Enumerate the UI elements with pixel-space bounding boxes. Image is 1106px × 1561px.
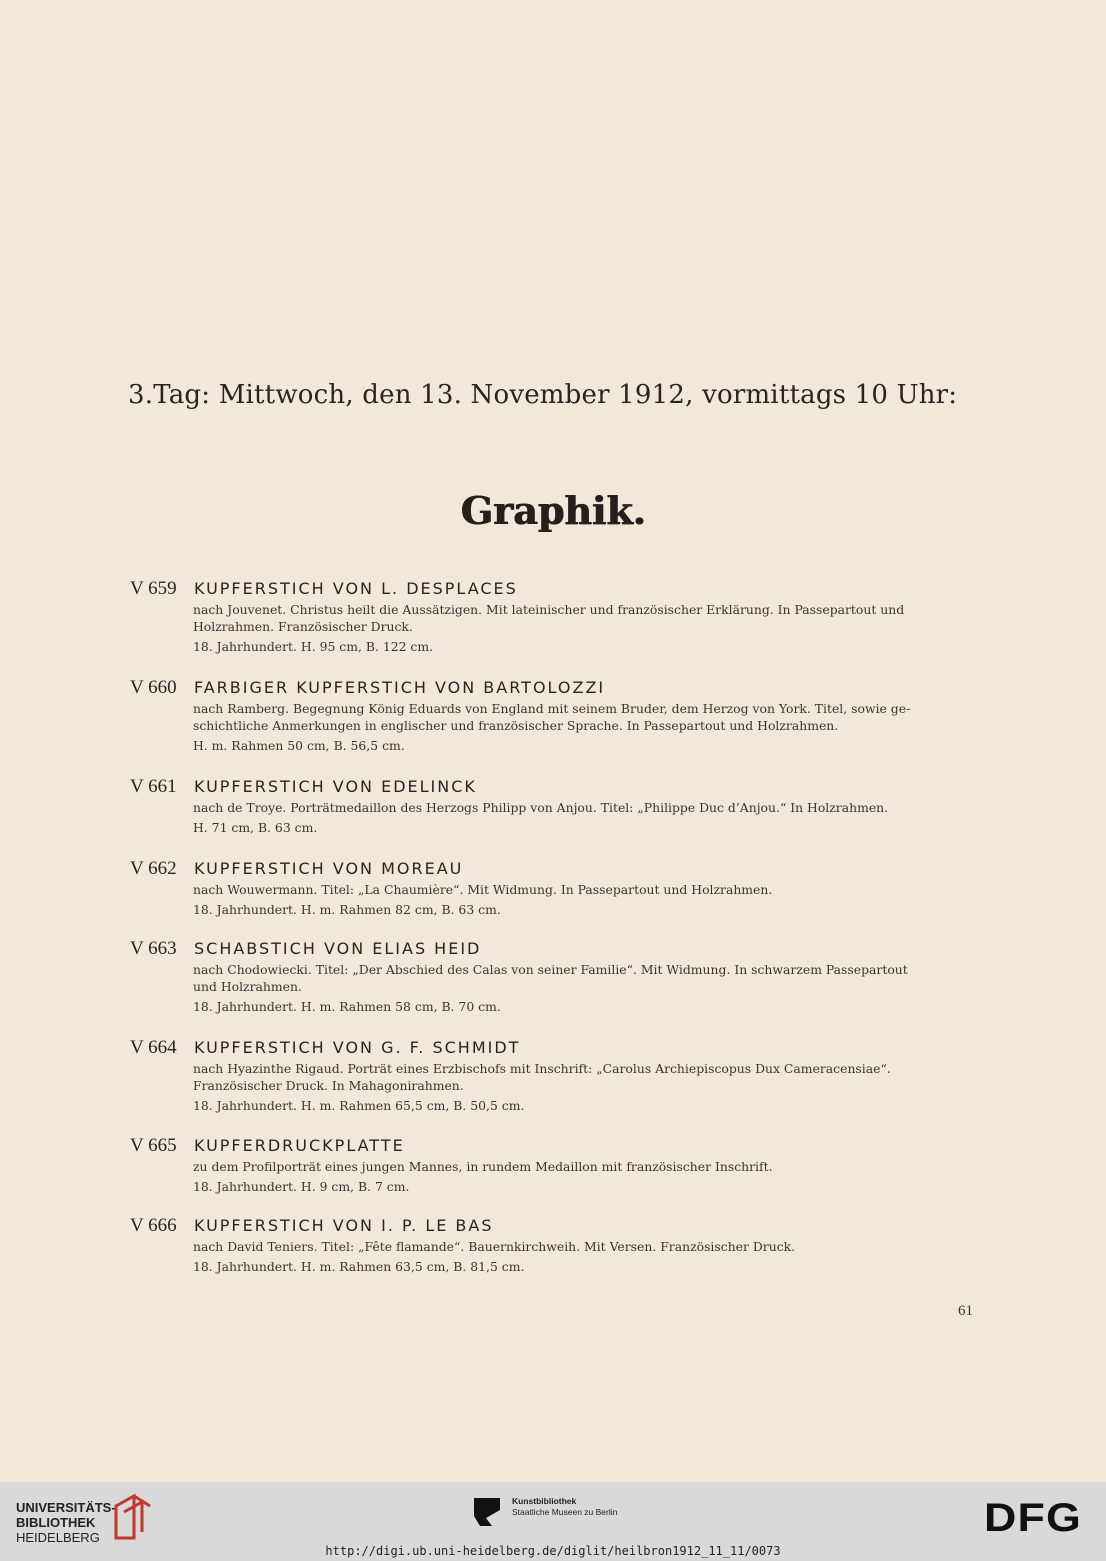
lot-number: V 660 xyxy=(130,677,177,698)
lot-description: nach Jouvenet. Christus heilt die Aussätzigen. Mit lateinischer und französischer Erklärung. In Passepartout und xyxy=(193,602,905,617)
lot-entry xyxy=(130,677,980,754)
viewer-footer xyxy=(0,1482,1106,1561)
lot-description: zu dem Profilporträt eines jungen Mannes, in rundem Medaillon mit französischer Inschrift. xyxy=(193,1159,773,1174)
day-heading: 3.Tag: Mittwoch, den 13. November 1912, vormittags 10 Uhr: xyxy=(128,380,958,410)
lot-title: KUPFERDRUCKPLATTE xyxy=(194,1136,405,1155)
lot-description: Französischer Druck. In Mahagonirahmen. xyxy=(193,1078,464,1093)
ub-logo-line: BIBLIOTHEK xyxy=(16,1515,96,1530)
lot-number: V 659 xyxy=(130,578,177,599)
lot-description: nach Ramberg. Begegnung König Eduards von England mit seinem Bruder, dem Herzog von York. Titel, sowie ge- xyxy=(193,701,911,716)
lot-entry xyxy=(130,1037,980,1114)
lot-dimensions: H. m. Rahmen 50 cm, B. 56,5 cm. xyxy=(193,738,405,753)
lot-dimensions: H. 71 cm, B. 63 cm. xyxy=(193,820,318,835)
lot-dimensions: 18. Jahrhundert. H. m. Rahmen 58 cm, B. 70 cm. xyxy=(193,999,501,1014)
lot-number: V 665 xyxy=(130,1135,177,1156)
lot-description: nach Hyazinthe Rigaud. Porträt eines Erzbischofs mit Inschrift: „Carolus Archiepiscopus Dux Cameracensiae“. xyxy=(193,1061,891,1076)
lot-dimensions: 18. Jahrhundert. H. m. Rahmen 63,5 cm, B. 81,5 cm. xyxy=(193,1259,525,1274)
lot-number: V 661 xyxy=(130,776,177,797)
lot-description: und Holzrahmen. xyxy=(193,979,302,994)
lot-title: FARBIGER KUPFERSTICH VON BARTOLOZZI xyxy=(194,678,606,697)
lot-number: V 663 xyxy=(130,938,177,959)
lot-description: nach de Troye. Porträtmedaillon des Herzogs Philipp von Anjou. Titel: „Philippe Duc d’Anjou.“ In Holzrahmen. xyxy=(193,800,889,815)
lot-description: schichtliche Anmerkungen in englischer und französischer Sprache. In Passepartout und Holzrahmen. xyxy=(193,718,839,733)
kb-line: Kunstbibliothek xyxy=(512,1496,577,1506)
lot-number: V 666 xyxy=(130,1215,177,1236)
page-url[interactable]: http://digi.ub.uni-heidelberg.de/diglit/heilbron1912_11_11/0073 xyxy=(325,1544,781,1558)
lot-dimensions: 18. Jahrhundert. H. m. Rahmen 82 cm, B. 63 cm. xyxy=(193,902,501,917)
lot-description: nach Chodowiecki. Titel: „Der Abschied des Calas von seiner Familie“. Mit Widmung. In schwarzem Passepartout xyxy=(193,962,908,977)
lot-entry xyxy=(130,858,980,918)
lot-description: nach David Teniers. Titel: „Fête flamande“. Bauernkirchweih. Mit Versen. Französischer Druck. xyxy=(193,1239,796,1254)
lot-entry xyxy=(130,1215,980,1275)
lot-number: V 662 xyxy=(130,858,177,879)
ub-logo-line: UNIVERSITÄTS- xyxy=(16,1500,116,1515)
lot-dimensions: 18. Jahrhundert. H. 95 cm, B. 122 cm. xyxy=(193,639,434,654)
lot-description: Holzrahmen. Französischer Druck. xyxy=(193,619,413,634)
lot-title: KUPFERSTICH VON L. DESPLACES xyxy=(194,579,518,598)
lot-entry xyxy=(130,1135,980,1195)
ub-heidelberg-emblem-icon xyxy=(112,1492,154,1542)
lot-title: KUPFERSTICH VON EDELINCK xyxy=(194,777,477,796)
lot-dimensions: 18. Jahrhundert. H. m. Rahmen 65,5 cm, B. 50,5 cm. xyxy=(193,1098,525,1113)
kunstbibliothek-label[interactable] xyxy=(512,1496,617,1518)
lot-description: nach Wouwermann. Titel: „La Chaumière“. Mit Widmung. In Passepartout und Holzrahmen. xyxy=(193,882,773,897)
lot-entry xyxy=(130,938,980,1015)
kb-line: Staatliche Museen zu Berlin xyxy=(512,1507,618,1517)
lot-title: KUPFERSTICH VON I. P. LE BAS xyxy=(194,1216,494,1235)
lot-dimensions: 18. Jahrhundert. H. 9 cm, B. 7 cm. xyxy=(193,1179,410,1194)
page-number: 61 xyxy=(958,1303,973,1319)
section-title: Graphik. xyxy=(460,488,646,533)
lot-number: V 664 xyxy=(130,1037,177,1058)
lot-title: KUPFERSTICH VON G. F. SCHMIDT xyxy=(194,1038,521,1057)
lot-title: SCHABSTICH VON ELIAS HEID xyxy=(194,939,482,958)
lot-title: KUPFERSTICH VON MOREAU xyxy=(194,859,464,878)
ub-heidelberg-logo[interactable] xyxy=(16,1500,116,1545)
kunstbibliothek-logo-icon xyxy=(472,1496,504,1528)
lot-entry xyxy=(130,578,980,655)
dfg-logo[interactable]: DFG xyxy=(984,1496,1082,1540)
ub-logo-line: HEIDELBERG xyxy=(16,1530,100,1545)
lot-entry xyxy=(130,776,980,836)
